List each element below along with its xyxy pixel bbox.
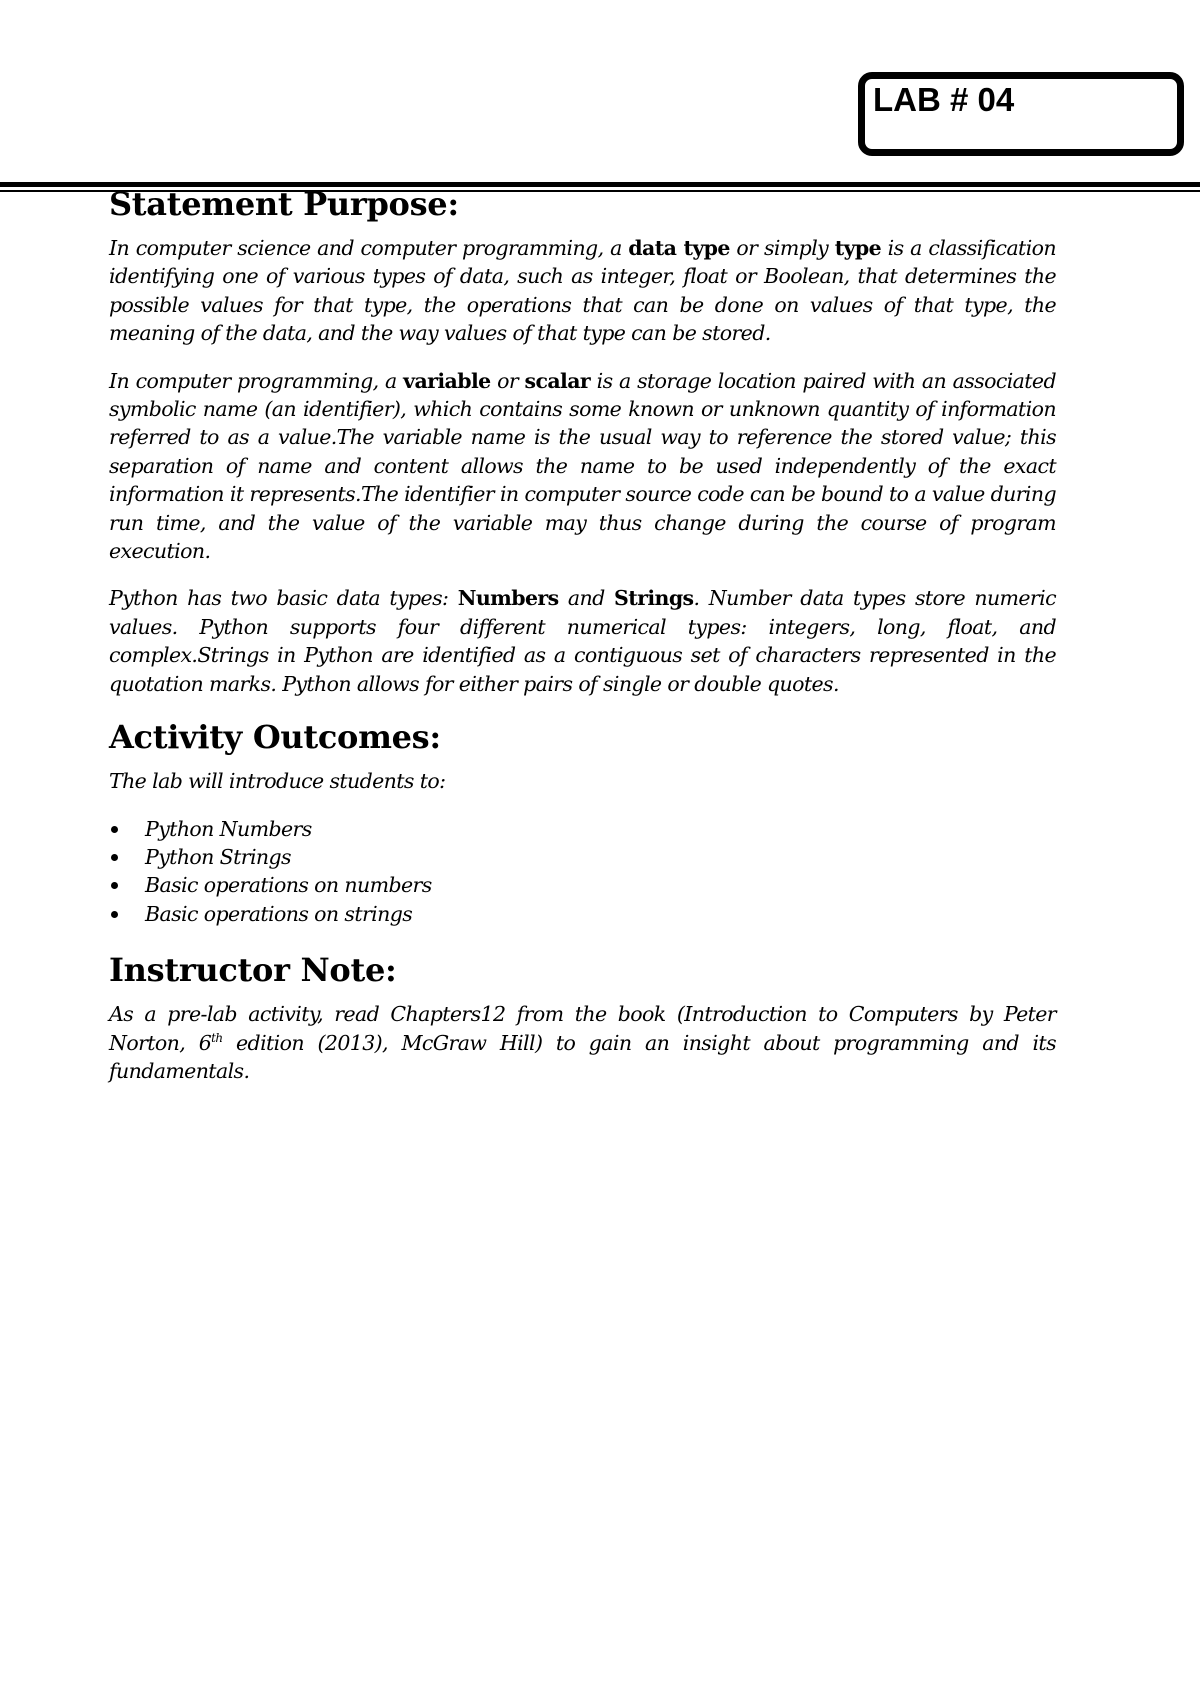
bullet-icon <box>111 854 118 861</box>
document-body <box>109 184 1056 1104</box>
list-item-text: Basic operations on numbers <box>145 873 432 898</box>
instructor-note-paragraph <box>109 1000 1056 1085</box>
list-item-text: Python Strings <box>145 844 291 869</box>
term-scalar: scalar <box>524 368 591 393</box>
statement-paragraph-data-type <box>109 234 1056 348</box>
statement-paragraph-python-types <box>109 584 1056 698</box>
term-strings: Strings <box>614 586 694 611</box>
text-run: . Number data types store numeric values. Python supports four different numerical types: integers, long, float, and complex.Strings in Python are identified as a contiguous set of characters represented in the quotation marks. Python allows for either pairs of single or double quotes. <box>109 586 1056 696</box>
text-run: is a storage location paired with an associated symbolic name (an identifier), which contains some known or unknown quantity of information referred to as a value.The variable name is the usual way to reference the stored value; this separation of name and content allows the name to be used independently of the exact information it represents.The identifier in computer source code can be bound to a value during run time, and the value of the variable may thus change during the course of program execution. <box>109 368 1056 564</box>
lab-number-box <box>858 72 1184 156</box>
list-item <box>109 900 1056 928</box>
statement-purpose-heading: Statement Purpose: <box>109 185 459 223</box>
text-run: or <box>490 368 525 393</box>
bullet-icon <box>111 911 118 918</box>
statement-paragraph-variable <box>109 367 1056 566</box>
outcomes-list <box>109 815 1056 929</box>
term-variable: variable <box>403 368 491 393</box>
text-run: As a pre-lab activity, read Chapters12 from the book (Introduction to Computers by Peter Norton, 6 <box>109 1002 1056 1055</box>
text-run: or simply <box>729 236 835 260</box>
lab-number: LAB # 04 <box>873 81 1015 118</box>
ordinal-suffix: th <box>211 1030 223 1045</box>
list-item <box>109 871 1056 899</box>
activity-outcomes-heading: Activity Outcomes: <box>109 718 441 757</box>
bullet-icon <box>111 826 118 833</box>
list-item <box>109 843 1056 871</box>
text-run: edition (2013), McGraw Hill) to gain an insight about programming and its fundamentals. <box>109 1030 1056 1083</box>
text-run: and <box>558 586 615 611</box>
list-item-text: Python Numbers <box>145 816 312 841</box>
list-item <box>109 815 1056 843</box>
bullet-icon <box>111 882 118 889</box>
text-run: In computer programming, a <box>109 368 404 393</box>
text-run: In computer science and computer programming, a <box>109 236 629 260</box>
instructor-note-heading: Instructor Note: <box>109 951 397 990</box>
text-run: is a classification identifying one of various types of data, such as integer, float or Boolean, that determines the possible values for that type, the operations that can be done on values of that type, the meaning of the data, and the way values of that type can be stored. <box>109 236 1056 346</box>
text-run: Python has two basic data types: <box>109 586 458 611</box>
term-numbers: Numbers <box>457 586 559 611</box>
list-item-text: Basic operations on strings <box>145 901 413 926</box>
term-type: type <box>834 236 882 260</box>
activity-intro: The lab will introduce students to: <box>109 769 446 794</box>
term-data-type: data type <box>628 236 730 260</box>
